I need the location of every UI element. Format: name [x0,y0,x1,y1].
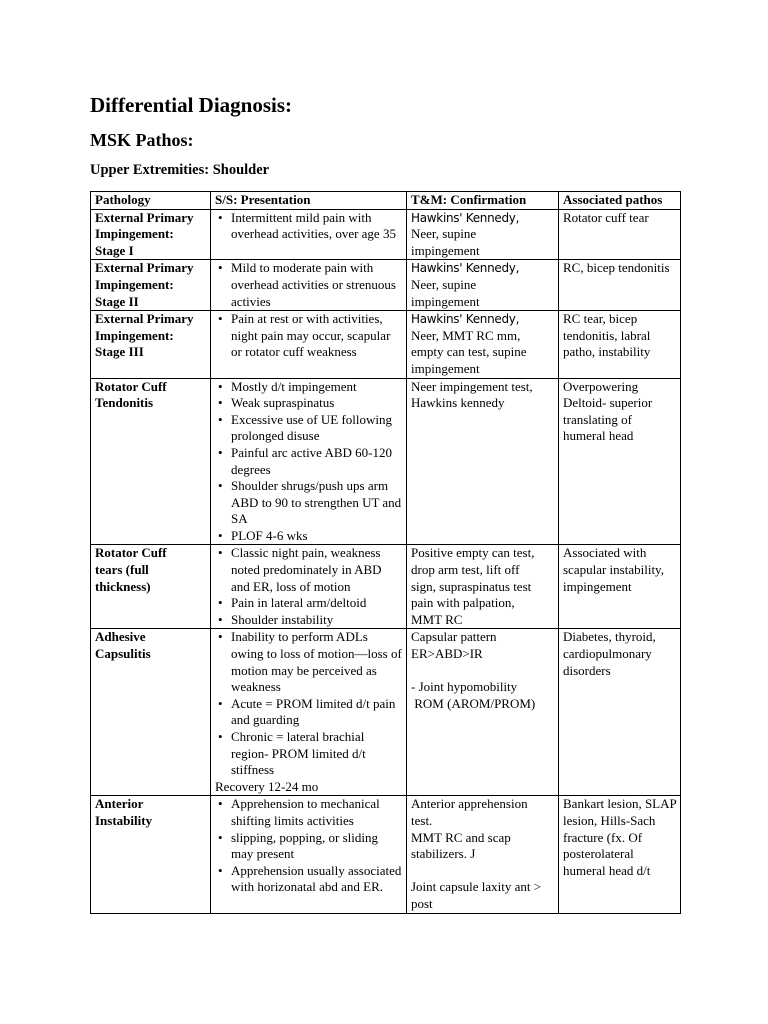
pathology-line: External Primary [95,311,194,327]
confirmation-line: ROM (AROM/PROM) [411,695,536,711]
presentation-cell [211,378,407,545]
pathology-cell [91,629,211,796]
confirmation-line: Neer impingement test, [411,378,533,394]
presentation-cell [211,796,407,913]
list-item: • Weak supraspinatus [231,395,403,412]
confirmation-line: stabilizers. J [411,846,476,862]
confirmation-cell [407,378,559,545]
table-row [91,629,681,796]
pathology-line: Instability [95,812,153,828]
pathology-line: Anterior [95,796,144,812]
table-row [91,311,681,378]
pathology-line: Tendonitis [95,395,154,411]
table-row [91,545,681,629]
header-pathology: Pathology [91,192,211,210]
associated-cell: RC tear, bicep tendonitis, labral patho, instability [559,311,681,378]
list-item: • Apprehension usually associated with horizonatal abd and ER. [231,863,403,896]
confirmation-line: Neer, supine [411,226,477,242]
confirmation-cell [407,545,559,629]
list-item: • Intermittent mild pain with overhead activities, over age 35 [231,210,403,243]
pathology-cell [91,260,211,311]
list-item: • Chronic = lateral brachial region- PROM limited d/t stiffness [231,729,403,779]
confirmation-line: Neer, MMT RC mm, [411,327,521,343]
confirmation-line: Hawkins kennedy [411,395,505,411]
pathology-line: thickness) [95,578,151,594]
list-item: • PLOF 4-6 wks [231,528,403,545]
confirmation-line: empty can test, supine [411,344,527,360]
pathology-line: External Primary [95,209,194,225]
presentation-list [215,311,403,361]
confirmation-line: drop arm test, lift off [411,562,520,578]
pathology-line: Stage II [95,293,139,309]
confirmation-cell [407,311,559,378]
confirmation-line: MMT RC and scap [411,829,511,845]
confirmation-line [411,863,555,880]
presentation-list [215,210,403,243]
confirmation-cell [407,629,559,796]
confirmation-line: impingement [411,293,480,309]
presentation-cell [211,260,407,311]
pathology-cell [91,311,211,378]
list-item: • Excessive use of UE following prolonged disuse [231,412,403,445]
associated-cell: Bankart lesion, SLAP lesion, Hills-Sach fracture (fx. Of posterolateral humeral head d/t [559,796,681,913]
header-associated: Associated pathos [559,192,681,210]
confirmation-line: Positive empty can test, [411,545,535,561]
list-item: • Mostly d/t impingement [231,379,403,396]
associated-cell: Rotator cuff tear [559,209,681,260]
pathology-line: Impingement: [95,327,174,343]
confirmation-cell [407,796,559,913]
confirmation-line: Anterior apprehension [411,796,528,812]
presentation-cell [211,629,407,796]
presentation-cell [211,311,407,378]
pathology-line: Rotator Cuff [95,545,167,561]
confirmation-line: Joint capsule laxity ant > [411,879,542,895]
list-item: • Mild to moderate pain with overhead activities or strenuous activies [231,260,403,310]
table-row [91,260,681,311]
presentation-list [215,379,403,545]
list-item: • Classic night pain, weakness noted predominately in ABD and ER, loss of motion [231,545,403,595]
list-item: • Pain at rest or with activities, night pain may occur, scapular or rotator cuff weakness [231,311,403,361]
pathology-cell [91,796,211,913]
header-confirmation: T&M: Confirmation [407,192,559,210]
table-row [91,796,681,913]
associated-cell: RC, bicep tendonitis [559,260,681,311]
associated-cell: Associated with scapular instability, impingement [559,545,681,629]
list-item: • Acute = PROM limited d/t pain and guarding [231,696,403,729]
list-item: • slipping, popping, or sliding may present [231,830,403,863]
pathology-line: tears (full [95,562,149,578]
pathology-line: Impingement: [95,226,174,242]
presentation-list [215,545,403,628]
confirmation-line: Hawkins' Kennedy, [411,210,520,225]
presentation-note: Recovery 12-24 mo [215,778,319,794]
presentation-cell [211,545,407,629]
pathology-line: Stage I [95,242,134,258]
presentation-list [215,796,403,896]
pathology-cell [91,209,211,260]
confirmation-cell [407,209,559,260]
associated-cell: Overpowering Deltoid- superior translating of humeral head [559,378,681,545]
table-row [91,378,681,545]
page-title: Differential Diagnosis: [90,93,293,117]
confirmation-line: post [411,895,433,911]
presentation-list [215,629,403,778]
confirmation-cell [407,260,559,311]
list-item: • Shoulder instability [231,612,403,629]
pathology-line: Adhesive [95,629,146,645]
list-item: • Apprehension to mechanical shifting limits activities [231,796,403,829]
list-item: • Painful arc active ABD 60-120 degrees [231,445,403,478]
confirmation-line: Hawkins' Kennedy, [411,312,520,327]
list-item: • Inability to perform ADLs owing to loss of motion—loss of motion may be perceived as weakness [231,629,403,695]
pathology-line: External Primary [95,260,194,276]
confirmation-line: MMT RC [411,611,463,627]
pathology-line: Capsulitis [95,646,151,662]
diagnosis-table [90,191,681,914]
presentation-cell [211,209,407,260]
pathology-cell [91,545,211,629]
pathology-cell [91,378,211,545]
pathology-line: Stage III [95,344,144,360]
pathology-line: Rotator Cuff [95,378,167,394]
section-heading: Upper Extremities: Shoulder [90,162,270,178]
pathology-line: Impingement: [95,276,174,292]
confirmation-line: - Joint hypomobility [411,679,518,695]
confirmation-line: Capsular pattern [411,629,497,645]
confirmation-line: test. [411,812,433,828]
associated-cell: Diabetes, thyroid, cardiopulmonary disorders [559,629,681,796]
presentation-list [215,260,403,310]
table-header-row [91,192,681,210]
confirmation-line: pain with palpation, [411,595,515,611]
confirmation-line: impingement [411,360,480,376]
confirmation-line: Hawkins' Kennedy, [411,261,520,276]
confirmation-line: Neer, supine [411,276,477,292]
list-item: • Pain in lateral arm/deltoid [231,595,403,612]
page-subtitle: MSK Pathos: [90,130,194,150]
header-presentation: S/S: Presentation [211,192,407,210]
table-row [91,209,681,260]
confirmation-line: impingement [411,242,480,258]
list-item: • Shoulder shrugs/push ups arm ABD to 90 to strengthen UT and SA [231,478,403,528]
confirmation-line: sign, supraspinatus test [411,578,532,594]
confirmation-line [411,663,555,680]
confirmation-line: ER>ABD>IR [411,646,483,662]
